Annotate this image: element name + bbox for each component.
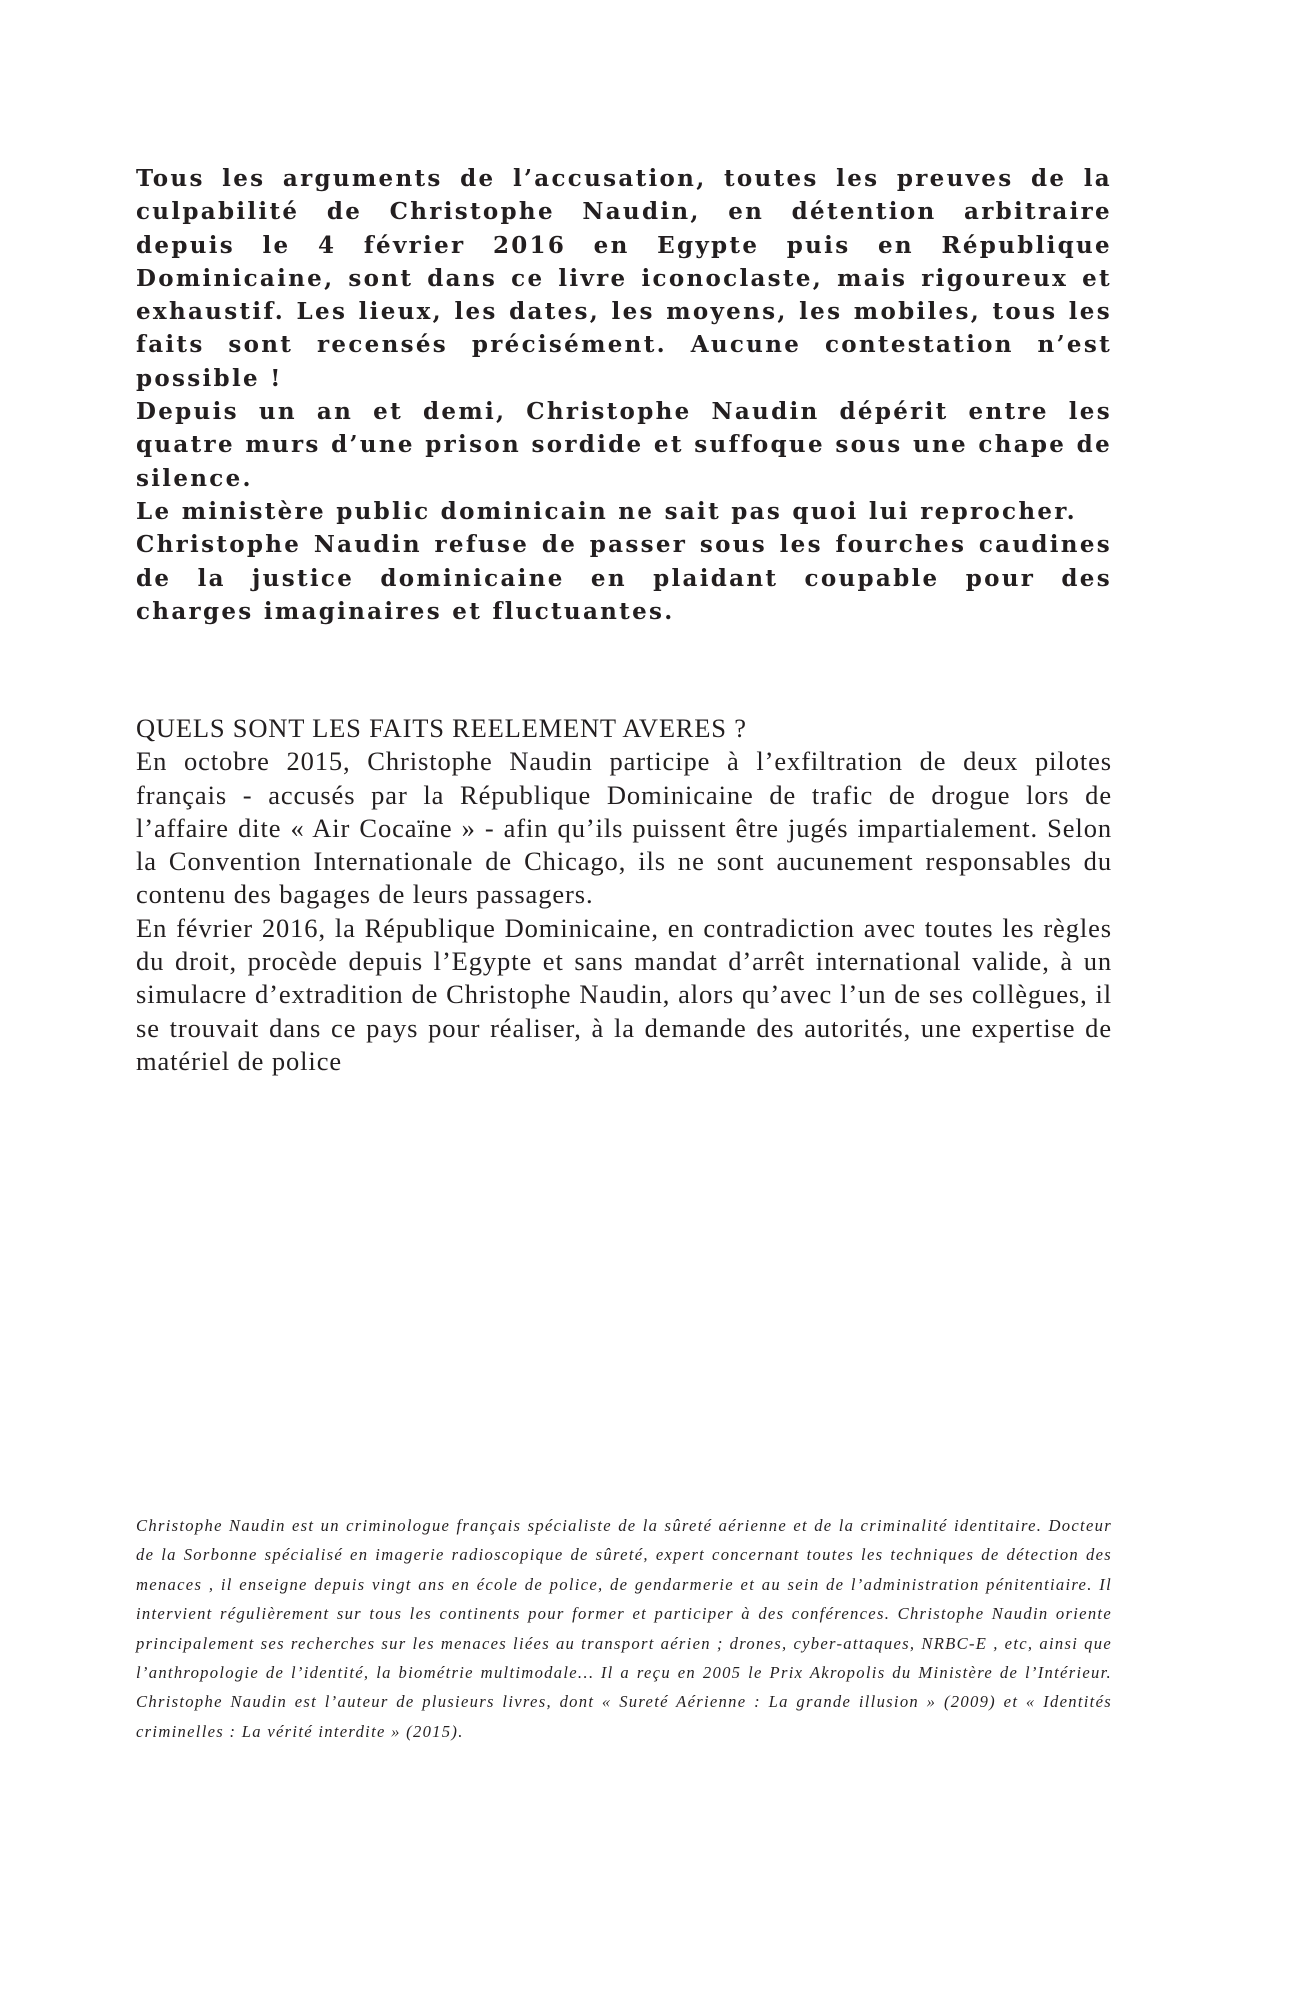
intro-paragraph: Tous les arguments de l’accusation, toutes les preuves de la culpabilité de Christophe Naudin, en détention arbitraire depuis le 4 février 2016 en Egypte puis en République Dominicaine, sont dans ce livre iconoclaste, mais rigoureux et exhaustif. Les lieux, les dates, les moyens, les mobiles, tous les faits sont recensés précisément. Aucune contestation n’est possible ! [136, 165, 1112, 392]
author-bio [136, 1511, 1112, 1746]
intro-paragraph: Le ministère public dominicain ne sait pas quoi lui reprocher. [136, 497, 1077, 525]
author-bio-text: Christophe Naudin est un criminologue français spécialiste de la sûreté aérienne et de la criminalité identitaire. Docteur de la Sorbonne spécialisé en imagerie radioscopique de sûreté, expert concernant toutes les techniques de détection des menaces , il enseigne depuis vingt ans en école de police, de gendarmerie et au sein de l’administration pénitentiaire. Il intervient régulièrement sur tous les continents pour former et participer à des conférences. Christophe Naudin oriente principalement ses recherches sur les menaces liées au transport aérien ; drones, cyber-attaques, NRBC-E , etc, ainsi que l’anthropologie de l’identité, la biométrie multimodale… Il a reçu en 2005 le Prix Akropolis du Ministère de l’Intérieur. Christophe Naudin est l’auteur de plusieurs livres, dont « Sureté Aérienne : La grande illusion » (2009) et « Identités criminelles : La vérité interdite » (2015). [136, 1516, 1112, 1741]
intro-paragraph: Christophe Naudin refuse de passer sous les fourches caudines de la justice dominicaine en plaidant coupable pour des charges imaginaires et fluctuantes. [136, 531, 1112, 625]
intro-section [136, 162, 1112, 628]
intro-paragraph: Depuis un an et demi, Christophe Naudin dépérit entre les quatre murs d’une prison sordide et suffoque sous une chape de silence. [136, 398, 1112, 492]
facts-paragraph: En février 2016, la République Dominicaine, en contradiction avec toutes les règles du droit, procède depuis l’Egypte et sans mandat d’arrêt international valide, à un simulacre d’extradition de Christophe Naudin, alors qu’avec l’un de ses collègues, il se trouvait dans ce pays pour réaliser, à la demande des autorités, une expertise de matériel de police [136, 912, 1112, 1076]
facts-heading: QUELS SONT LES FAITS REELEMENT AVERES ? [136, 713, 747, 743]
facts-section [136, 712, 1112, 1078]
facts-paragraph: En octobre 2015, Christophe Naudin participe à l’exfiltration de deux pilotes français - accusés par la République Dominicaine de trafic de drogue lors de l’affaire dite « Air Cocaïne » - afin qu’ils puissent être jugés impartialement. Selon la Convention Internationale de Chicago, ils ne sont aucunement responsables du contenu des bagages de leurs passagers. [136, 746, 1112, 910]
